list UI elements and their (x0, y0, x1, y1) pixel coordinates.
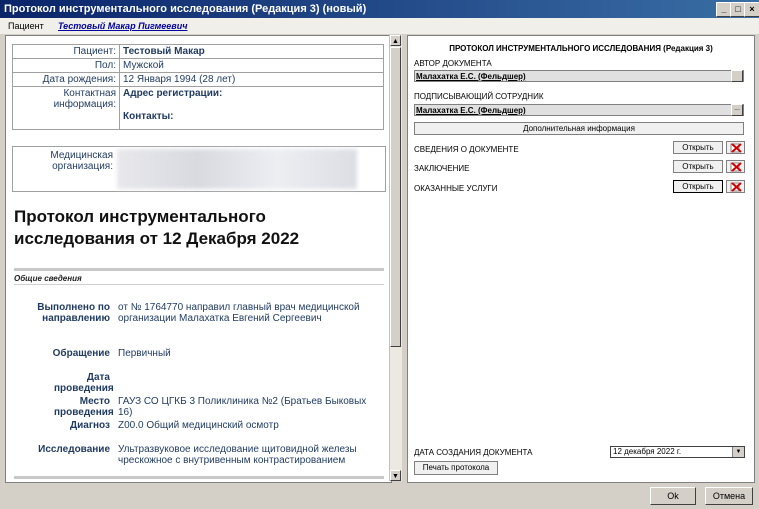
author-field[interactable] (414, 70, 744, 82)
diagnosis-value: Z00.0 Общий медицинский осмотр (118, 420, 279, 431)
organization-redacted (117, 149, 357, 189)
services-label: ОКАЗАННЫЕ УСЛУГИ (414, 184, 498, 193)
doc-info-delete-button[interactable] (726, 141, 745, 154)
creation-date-select[interactable] (610, 446, 745, 458)
table-row (13, 59, 384, 73)
signer-value: Малахатка Е.С. (Фельдшер) (416, 106, 526, 115)
table-row (13, 45, 384, 59)
address-label: Адрес регистрации: (123, 88, 223, 99)
patient-bar (0, 18, 759, 34)
place-key: Место проведения (54, 396, 114, 418)
author-label: АВТОР ДОКУМЕНТА (414, 59, 492, 68)
delete-icon (730, 182, 742, 192)
protocol-settings-panel (407, 35, 755, 483)
maximize-button[interactable]: □ (730, 2, 746, 17)
conclusion-delete-button[interactable] (726, 160, 745, 173)
vertical-scrollbar[interactable] (389, 35, 402, 481)
delete-icon (730, 143, 742, 153)
sex-key: Пол: (13, 59, 120, 73)
sex-value: Мужской (120, 59, 384, 73)
services-open-button[interactable]: Открыть (673, 180, 723, 193)
scroll-thumb[interactable] (390, 47, 401, 347)
contact-key: Контактная информация: (13, 87, 120, 130)
section-divider (14, 476, 384, 479)
patient-label: Пациент (8, 21, 44, 31)
additional-info-button[interactable]: Дополнительная информация (414, 122, 744, 135)
close-button[interactable]: × (744, 2, 759, 17)
birthdate-key: Дата рождения: (13, 73, 120, 87)
study-value: Ультразвуковое исследование щитовидной железы чрескожное с внутривенным контрастированием (118, 444, 357, 466)
delete-icon (730, 162, 742, 172)
organization-block (12, 146, 386, 192)
doc-info-open-button[interactable]: Открыть (673, 141, 723, 154)
contact-value (120, 87, 384, 130)
services-delete-button[interactable] (726, 180, 745, 193)
conclusion-label: ЗАКЛЮЧЕНИЕ (414, 164, 470, 173)
ok-button[interactable]: Ok (650, 487, 696, 505)
document-preview-pane[interactable] (5, 35, 392, 483)
date-key: Дата проведения (54, 372, 114, 394)
document-title: Протокол инструментального исследования от 12 Декабря 2022 (14, 207, 300, 248)
appeal-value: Первичный (118, 348, 171, 359)
creation-date-value: 12 декабря 2022 г. (613, 447, 682, 456)
chevron-down-icon[interactable]: ▼ (732, 447, 744, 457)
patient-info-table (12, 44, 384, 130)
organization-key: Медицинская организация: (50, 150, 113, 172)
contacts-label: Контакты: (123, 111, 174, 122)
doc-info-label: СВЕДЕНИЯ О ДОКУМЕНТЕ (414, 145, 519, 154)
print-protocol-button[interactable]: Печать протокола (414, 461, 498, 475)
signer-label: ПОДПИСЫВАЮЩИЙ СОТРУДНИК (414, 92, 544, 101)
section-divider (14, 284, 384, 285)
panel-title: ПРОТОКОЛ ИНСТРУМЕНТАЛЬНОГО ИССЛЕДОВАНИЯ (Редакция 3) (449, 44, 713, 53)
table-row (13, 73, 384, 87)
place-value: ГАУЗ СО ЦГКБ 3 Поликлиника №2 (Братьев Быковых 16) (118, 396, 367, 418)
scroll-down-icon[interactable]: ▼ (390, 470, 401, 481)
conclusion-open-button[interactable]: Открыть (673, 160, 723, 173)
birthdate-value: 12 Января 1994 (28 лет) (120, 73, 384, 87)
patient-link[interactable]: Тестовый Макар Пигмеевич (58, 21, 188, 31)
scroll-up-icon[interactable]: ▲ (390, 35, 401, 46)
cancel-button[interactable]: Отмена (705, 487, 753, 505)
signer-select-button[interactable]: ... (731, 104, 743, 116)
table-row (13, 87, 384, 130)
minimize-button[interactable]: _ (716, 2, 732, 17)
diagnosis-key: Диагноз (70, 420, 110, 431)
section-divider (14, 268, 384, 271)
author-select-button[interactable] (731, 70, 743, 82)
referral-value: от № 1764770 направил главный врач медицинской организации Малахатка Евгений Сергеевич (118, 302, 360, 324)
study-key: Исследование (38, 444, 110, 455)
signer-field[interactable] (414, 104, 744, 116)
author-value: Малахатка Е.С. (Фельдшер) (416, 72, 526, 81)
creation-date-label: ДАТА СОЗДАНИЯ ДОКУМЕНТА (414, 448, 533, 457)
window-title: Протокол инструментального исследования (Редакция 3) (новый) (4, 3, 367, 15)
appeal-key: Обращение (52, 348, 110, 359)
patient-key: Пациент: (13, 45, 120, 59)
section-title: Общие сведения (14, 274, 82, 283)
referral-key: Выполнено по направлению (37, 302, 110, 324)
window-titlebar (0, 0, 759, 18)
patient-value: Тестовый Макар (120, 45, 384, 59)
